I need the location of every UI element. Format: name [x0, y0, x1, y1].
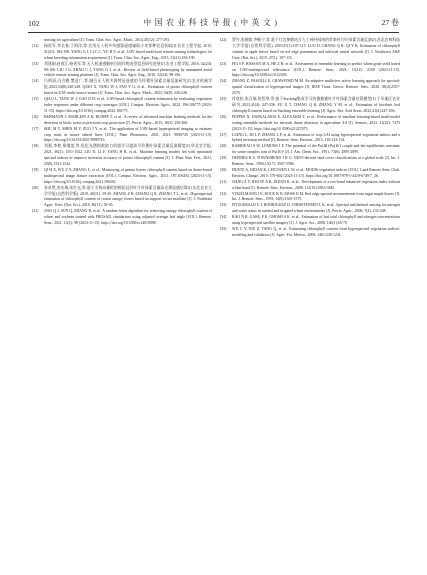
reference-item — [220, 38, 400, 62]
reference-item — [220, 203, 400, 215]
reference-text: sensing for agriculture [J]. Trans. Chin. Soc. Agric. Mach., 2014,45(12): 277-293. — [44, 38, 170, 42]
reference-text: ZHANG Z, PASOLLI E, CRAWFORD M M. An adaptive multiview active learning approach for spectral-spatial classification of hyperspectral images [J]. IEEE Trans. Geosci. Remote. Sens., 2020, 58(4):2557-2570. — [232, 79, 400, 96]
reference-number: [19] — [32, 167, 39, 172]
reference-number: [21] — [32, 209, 39, 214]
reference-number: [28] — [220, 144, 227, 149]
reference-item — [32, 186, 212, 210]
reference-number: [33] — [220, 203, 227, 208]
reference-item — [32, 97, 212, 115]
reference-item — [220, 133, 400, 145]
reference-item — [32, 168, 212, 186]
reference-number: [16] — [32, 114, 39, 119]
reference-number: [29] — [220, 156, 227, 161]
reference-text: BEHMANN J, MAHLEIN A K, RUMPF T, et al.. A review of advanced machine learning methods for the detection of biotic stress in precision crop protection [J]. Precis. Agric., 2015, 16(3): 239-260. — [44, 114, 212, 125]
reference-item — [32, 44, 212, 62]
reference-number: [25] — [220, 97, 227, 102]
reference-text: HUETE A, DIDAN K, LEEUWEN L W, et al.. MODIS vegetation indices [J/OL]. Land Remote Sens. Glob. Environ. Change, 2010: 579-602 [2023-11-15]. https://doi.org/10.1007/978-1-4419-6749-7_26. — [232, 167, 400, 178]
reference-text: QI H X, WU Z Y, ZHANG L, et al.. Monitoring of peanut leaves chlorophyll content based on drone-based multispectral image feature extraction [J/OL]. Comput. Electron. Agric., 2021, 187:106292 [2023-11-15]. https://doi.org/10.1016/j.compag.2021.106292. — [44, 167, 212, 184]
reference-text: DEFRIES R S, TOWNSHEND J R G. NDVI-derived land cover classifications at a global scale [J]. Int. J. Remote. Sens., 1994,15(17): 3567-3586. — [232, 156, 400, 167]
reference-item — [220, 192, 400, 204]
references-right-column — [220, 38, 400, 239]
reference-text: LIANG L, DI L P, ZHANG L P, et al.. Estimation of crop LAI using hyperspectral vegetation indices and a hybrid inversion method [J]. Remote. Sens. Environ., 2015, 165:123-134. — [232, 132, 400, 143]
reference-item — [220, 227, 400, 239]
reference-item — [220, 144, 400, 156]
reference-number: [18] — [32, 144, 39, 149]
header-rule — [28, 32, 399, 33]
reference-item — [220, 156, 400, 168]
reference-text: JIAO Q J, SUN Q, ZHANG B, et al.. A random forest algorithm for retrieving canopy chlorophyll content of wheat and soybean trained with PROSAIL simulations using adjusted average leaf angle [J/OL]. Remote. Sens., 2021, 14(1): 98 [2023-11-15]. https://doi.org/10.3390/rs14010098. — [44, 209, 212, 226]
volume-label: 27 卷 — [381, 18, 399, 27]
reference-item — [32, 209, 212, 227]
reference-number: [26] — [220, 114, 227, 119]
reference-item — [32, 79, 212, 97]
reference-number: [22] — [220, 38, 227, 42]
reference-number: [32] — [220, 191, 227, 196]
reference-text: 符欣松,张百瑞,张绍琴,等.基于Stacking集成学习的猕猴桃叶片叶绿素含量估算模型[J].干旱地区农业研究,2023,41(4): 247-256. FU X T, CHANG Q R, ZHANG Y M, et al.. Estimation of kiwifruit leaf chlorophyll content based on Stacking ensemble learning [J]. Agric. Res. Arid Areas, 2023,41(4):247-256. — [232, 97, 400, 113]
reference-item — [220, 215, 400, 227]
reference-item — [220, 180, 400, 192]
reference-number: [34] — [220, 215, 227, 220]
reference-item — [32, 62, 212, 80]
reference-number: [17] — [32, 126, 39, 131]
page-number: 102 — [28, 19, 40, 28]
reference-item — [220, 97, 400, 115]
reference-text: 巧明清,冯吉鹏,樊意广,等.融合无人机多源特征遥感的马铃薯叶绿素含量反演研究[J].农业机械学报,2023,54(8):240-248. QIAO X, TANG W J, FAN Y G, et al.. Estimation of potato chlorophyll content based on UAV multi-source sensor [J]. Trans. Chin. Soc. Agric. Mach., 2023, 54(8): 240-248. — [44, 79, 212, 96]
reference-item — [32, 127, 212, 145]
reference-text: 罗丹,张婉如,齐鞍宁,等.基于红边参数结合人工神经网络的苹果叶片叶绿素含量反演[J].西北农林科技大学学报(自然科学版), 2019,47(1):107-115. LUO D, CHANG Q R, QI Y B. Estimation of chlorophyll content in apple leaves based on red edge parameters and artificial neural network [J]. J. Northwest A&F Univ. (Nat. Sci.), 2019, 47(1): 107-115. — [232, 38, 400, 60]
reference-text: 刘建刚,赵春江,杨贵军,等.无人机遥感解析田间作物表型信息研究进展[J].农业工程学报, 2016, 32(24): 98-106. LIU J G, ZHAO C J, YANG G J, et al.. Review of field-based phenotyping by unmanned aerial vehicle remote sensing platform [J]. Trans. Chin. Soc. Agric. Eng., 2016, 32(24): 98-106. — [44, 61, 212, 78]
reference-number: [23] — [220, 61, 227, 66]
reference-text: FITZGERALD G J, RODRIGUEZ D, CHRISTENSEN L K, et al.. Spectral and thermal sensing for nitrogen and water status in rainfed and irrigated wheat environments [J]. Precis. Agric., 2006, 7(4): 233-248. — [232, 203, 400, 214]
reference-item — [220, 168, 400, 180]
reference-number: [20] — [32, 185, 39, 190]
journal-title: 中 国 农 业 科 技 导 报 ( 中 英 文 ) — [143, 18, 278, 27]
reference-text: 杨贵军,李长春,于海洋,等.农用无人机多传感器遥感辅助小麦育种信息获取[J].农业工程学报, 2015, 31(21): 184-190. YANG G J, LI C C, YU H Y, et al.. UAV based multi-load remote sensing technologies for wheat breeding information acquirement [J]. Trans. Chin. Soc. Agric. Eng., 2015, 31(21):184-190. — [44, 43, 212, 60]
reference-number: [27] — [220, 132, 227, 137]
reference-item — [220, 79, 400, 97]
reference-number: [15] — [32, 97, 39, 102]
reference-text: WU C Y, NIU Z, TANG Q, et al.. Estimating chlorophyll content from hyperspectral vegetation indices: modeling and validation [J]. Agric. For. Meteor., 2008, 148:1230-1241. — [232, 227, 400, 237]
reference-text: SHU M Y, SHEN M Y, ZUO J Y, et al.. The application of UAV-based hyperspectral imaging to estimate crop traits in maize inbred lines [J/OL]. Plant Phenomics, 2021, 2021: 9890745 [2023-11-15]. https://doi.org/10.34133/2021/9890745. — [44, 126, 212, 143]
reference-text: 刘强,李艳,郑继莲,等.优化光谱指数助力机器学习提高马铃薯叶绿素含量反演精度[J].华北农学报, 2021, 36(2): 1551-1542. LIU N, LI F, YANG H B, et al.. Machine learning models fed with optimized spectral indices to improve inversion accuracy of potato chlorophyll content [J]. J. Plant Nutr. Fert., 2021, 29(8):1531-1542. — [44, 144, 212, 167]
reference-number: [24] — [220, 79, 227, 84]
reference-text: PEPPES N, DASKALAKIS E, ALEXAKIS T, et al.. Performance of machine learning-based multi-model voting ensemble methods for network threat detection in agriculture 4.0 [J]. Sensors, 2023, 21(22): 7475 [2023-11-15]. https://doi.org/10.3390/s21227475. — [232, 114, 400, 131]
reference-number: [35] — [220, 227, 227, 231]
page-header — [28, 16, 399, 28]
reference-text: RAO N R, GARG P K, GHOSH S K, et al.. Estimation of leaf total chlorophyll and nitrogen concentrations using hyperspectral satellite imagery [J]. J. Agric. Sci., 2008, 146(1):65-75. — [232, 215, 400, 226]
references-left-column — [32, 38, 212, 227]
reference-item — [220, 115, 400, 133]
reference-text: VOGELMANN J E, ROCK B N, MOSS D M. Red edge spectral measurements from sugar maple leaves [J]. Int. J. Remote. Sens., 1993, 14(8):1563-1575. — [232, 191, 400, 202]
reference-item — [32, 144, 212, 168]
reference-number: [14] — [32, 79, 39, 84]
reference-text: 张卓然,李庆瑞,张红光,等.基于支持向量机的棉花冠层叶片叶绿素含量高光谱遥感估算[J].东北农业大学学报(自然科学版), 2018, 46(11): 39-45. ZHANG Z R, CHANG Q R, ZHANG T L, et al.. Hyperspectral estimation of chlorophyll content of cotton canopy leaves based on support vector machine [J]. J. Northeast Agric. Univ. (Nat. Sci.), 2018, 46(11): 39-45. — [44, 185, 212, 208]
reference-item — [32, 115, 212, 127]
reference-number: [31] — [220, 179, 227, 184]
reference-text: RABIDEAU S W, LEMONS J F. The potential of the Pu(Ⅲ)-Pu(Ⅳ) couple and the equilibrium constants for some complex ions of Pu(Ⅳ)¹ [J]. J. Am. Chem. Soc., 1951, 73(6): 2895-2899. — [232, 144, 400, 155]
reference-number: [13] — [32, 61, 39, 66]
reference-text: JIANG Z Y, HUETE A R, DIDAN K, et al.. Development of a two-band enhanced vegetation index without a blue band [J]. Remote. Sens. Environ., 2008, 112(10):3833-3845. — [232, 179, 400, 190]
reference-number: [12] — [32, 43, 39, 48]
reference-number: [30] — [220, 167, 227, 172]
reference-text: FEI S P, HASSAN M A, HE Z H, et al.. Assessment of ensemble learning to predict wheat grain yield based on UAV-multispectral reflectance [J/OL]. Remote. Sens., 2021, 13(12): 2338 [2023-11-15]. https://doi.org/10.3390/rs13122338. — [232, 61, 400, 78]
reference-text: QIAO L, TANG W J, GAO D H, et al.. UAV-based chlorophyll content estimation by evaluating vegetation index responses under different crop coverages [J/OL]. Comput. Electron. Agric., 2022, 196:106775 [2023-11-15]. https://doi.org/10.1016/j.compag.2022.106775. — [44, 97, 212, 113]
reference-item — [220, 62, 400, 80]
